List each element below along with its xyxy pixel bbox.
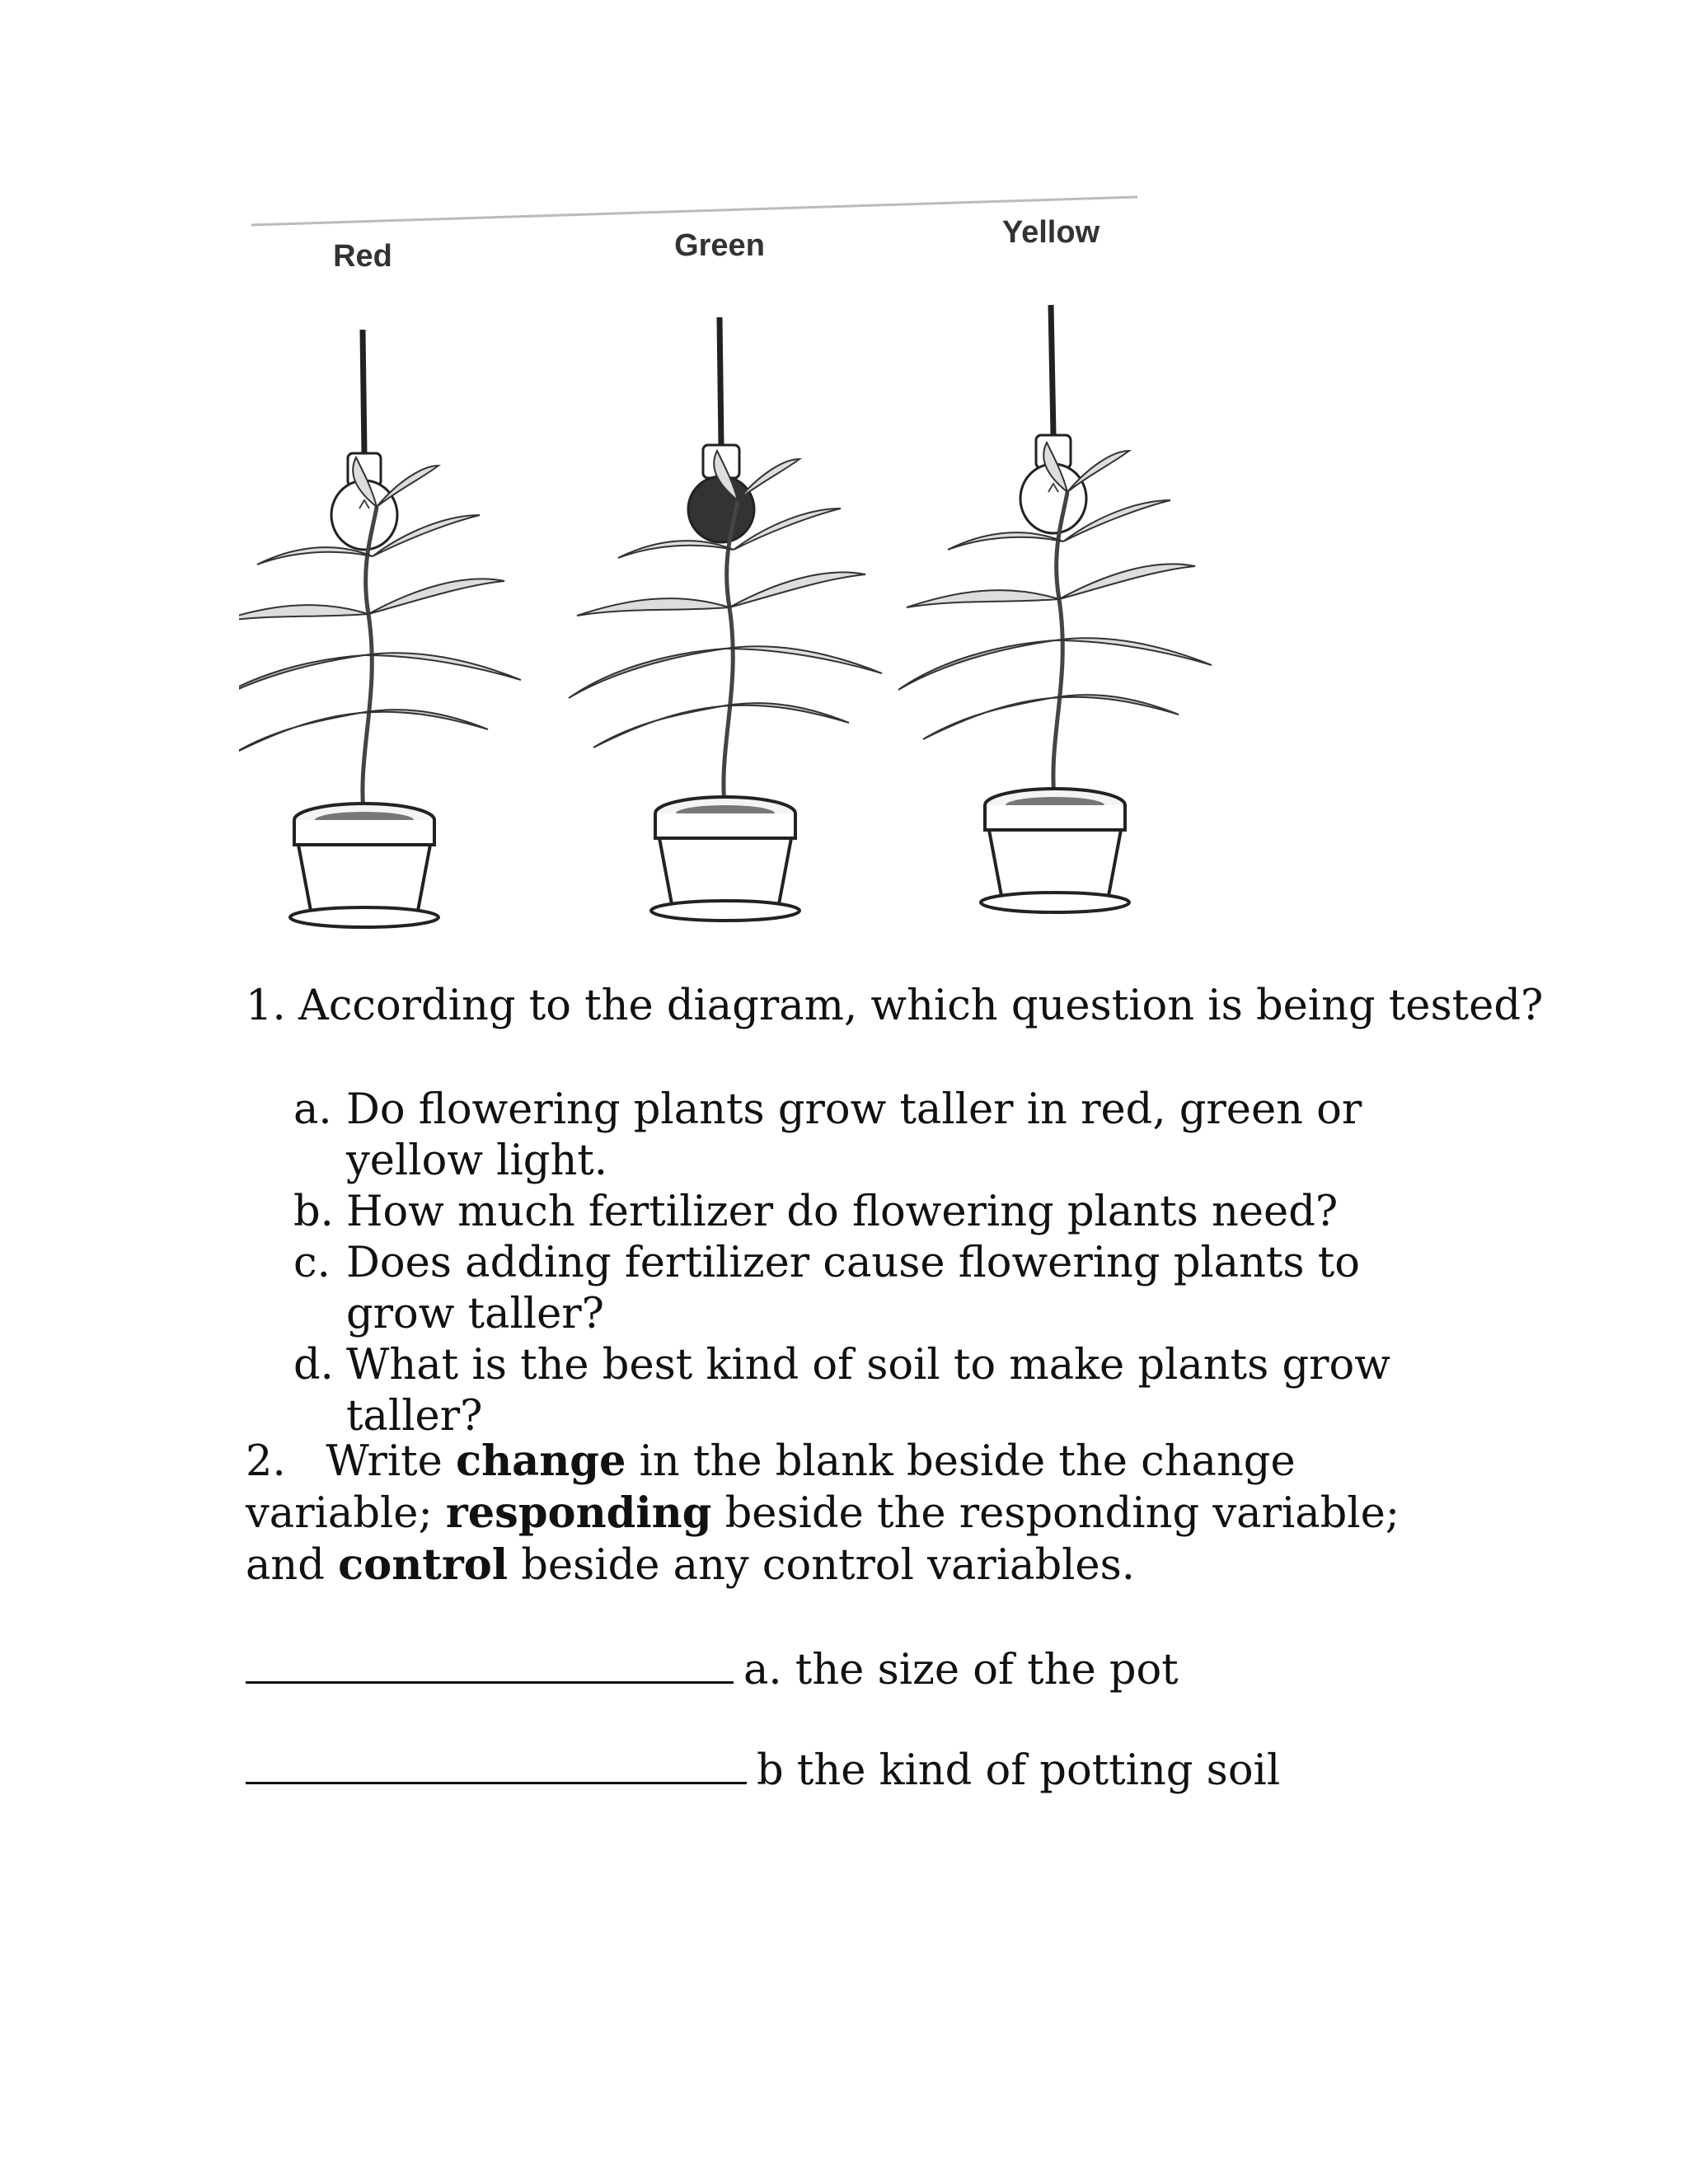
q2-text-3: beside the responding variable; and [246,1489,1400,1590]
light-plant-illustration [239,185,1245,944]
question-1-number: 1. [246,982,286,1030]
q2-bold-change: change [456,1436,626,1486]
question-2 [246,1436,1400,1591]
question-1 [246,981,1543,1032]
q2-text-4: beside any control variables. [508,1541,1135,1590]
answer-row-a [246,1645,1179,1696]
label-red: Red [333,239,392,274]
question-1-options [293,1085,1447,1442]
q2-text-1: Write [326,1437,457,1486]
answer-blank-b[interactable] [246,1746,747,1784]
answer-label-b: b the kind of potting soil [757,1746,1281,1795]
answer-row-b [246,1746,1280,1797]
experiment-diagram [239,185,1245,944]
bulb-green [688,317,754,542]
answer-label-a: a. the size of the pot [743,1646,1179,1694]
q2-text-2: in the blank beside the change variable; [246,1437,1296,1538]
label-yellow: Yellow [1001,215,1100,250]
bulb-red [331,330,397,550]
label-green: Green [674,228,765,263]
option-b [293,1187,1447,1238]
option-letter: d. [293,1341,334,1390]
option-letter: c. [293,1239,331,1287]
q2-bold-responding: responding [445,1488,712,1538]
option-text: What is the best kind of soil to make plants grow taller? [346,1341,1390,1441]
option-text: Do flowering plants grow taller in red, green or yellow light. [346,1085,1362,1185]
q2-bold-control: control [338,1540,509,1590]
question-1-text: According to the diagram, which question is being tested? [298,982,1544,1030]
option-a [293,1085,1447,1187]
option-text: How much fertilizer do flowering plants need? [346,1188,1339,1236]
option-letter: a. [293,1085,332,1134]
option-d [293,1340,1447,1442]
answer-blank-a[interactable] [246,1645,734,1684]
bulb-yellow [1020,305,1086,533]
question-2-number: 2. [246,1437,286,1486]
option-text: Does adding fertilizer cause flowering plants to grow taller? [346,1239,1361,1338]
option-c [293,1238,1447,1340]
option-letter: b. [293,1188,334,1236]
